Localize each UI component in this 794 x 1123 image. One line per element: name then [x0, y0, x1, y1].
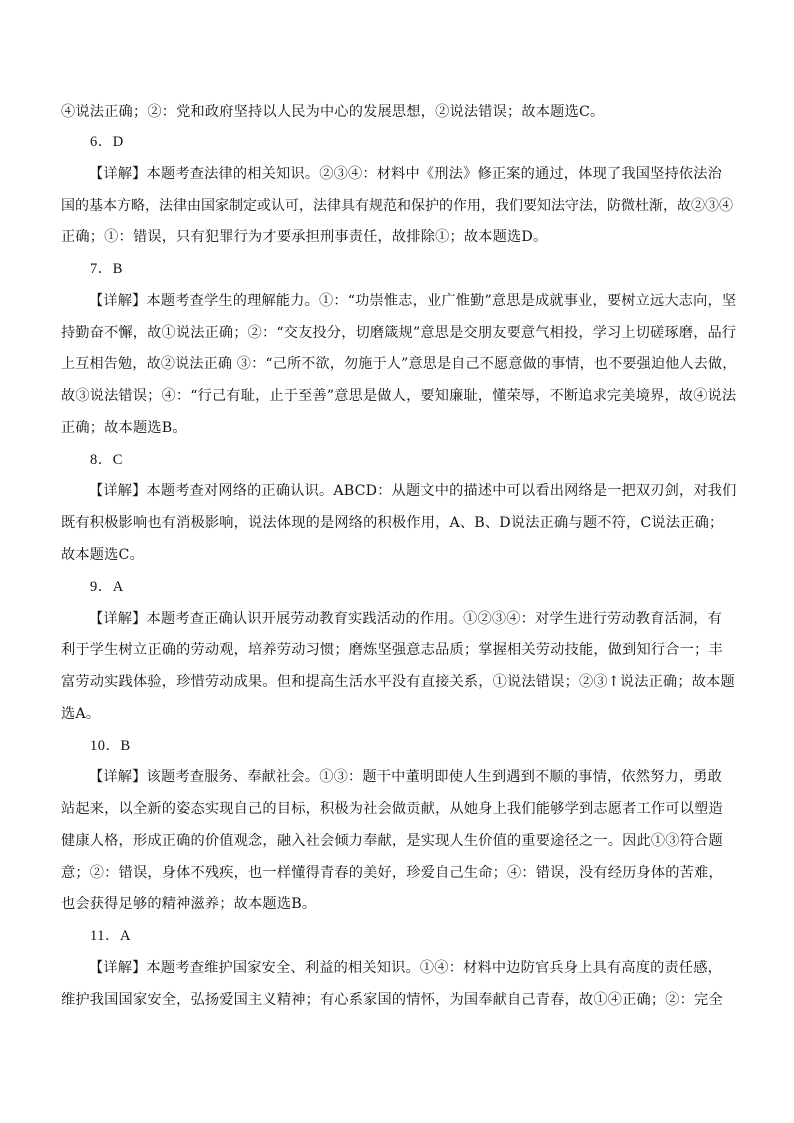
answer-number: 6．D	[90, 134, 124, 150]
text-line: 既有积极影响也有消极影响，说法体现的是网络的积极作用，A、B、D说法正确与题不符，C说法正确；	[61, 515, 724, 531]
text-line: 维护我国国家安全，弘扬爱国主义精神；有心系家国的情怀，为国奉献自己青春，故①④正确；②：完全	[61, 992, 723, 1008]
answer-number: 10．B	[90, 738, 131, 754]
explanation-line: 【详解】本题考查法律的相关知识。②③④：材料中《刑法》修正案的通过，体现了我国坚持依法治	[89, 166, 723, 182]
text-line: 故本题选C。	[61, 547, 144, 563]
answer-number: 11．A	[90, 928, 131, 944]
explanation-line: 【详解】该题考查服务、奉献社会。①③：题干中董明即使人生到遇到不顺的事情，依然努力，勇敢	[89, 769, 723, 785]
text-line: 国的基本方略，法律由国家制定或认可，法律具有规范和保护的作用，我们要知法守法，防微杜渐，故②③④	[61, 198, 733, 214]
answer-number: 7．B	[90, 261, 123, 277]
text-line: 利于学生树立正确的劳动观，培养劳动习惯；磨炼坚强意志品质；掌握相关劳动技能，做到知行合一；丰	[61, 642, 723, 658]
answer-number: 8．C	[90, 452, 123, 468]
explanation-line: 【详解】本题考查维护国家安全、利益的相关知识。①④：材料中边防官兵身上具有高度的责任感，	[89, 960, 723, 976]
text-line: 故③说法错误；④：“行己有耻，止于至善”意思是做人，要知廉耻，懂荣辱，不断追求完美境界，故④说法	[61, 388, 737, 404]
text-line: 富劳动实践体验，珍惜劳动成果。但和提高生活水平没有直接关系，①说法错误；②③↑说法正确；故本题	[61, 674, 735, 690]
explanation-line: 【详解】本题考查对网络的正确认识。ABCD：从题文中的描述中可以看出网络是一把双刃剑，对我们	[89, 483, 737, 499]
text-line: 意；②：错误，身体不残疾，也一样懂得青春的美好，珍爱自己生命；④：错误，没有经历身体的苦难，	[61, 865, 723, 881]
text-line: 正确；①：错误，只有犯罪行为才要承担刑事责任，故排除①；故本题选D。	[61, 229, 548, 245]
explanation-line: 【详解】本题考查正确认识开展劳动教育实践活动的作用。①②③④：对学生进行劳动教育活洞，有	[89, 611, 723, 627]
text-line: ④说法正确；②：党和政府坚持以人民为中心的发展思想，②说法错误；故本题选C。	[61, 104, 605, 120]
text-line: 选A。	[61, 706, 101, 722]
answer-number: 9．A	[90, 579, 124, 595]
explanation-line: 【详解】本题考查学生的理解能力。①：“功崇惟志，业广惟勤”意思是成就事业，要树立远大志向，坚	[89, 293, 737, 309]
text-line: 健康人格，形成正确的价值观念，融入社会倾力奉献，是实现人生价值的重要途径之一。因此①③符合题	[61, 833, 723, 849]
text-line: 也会获得足够的精神滋养；故本题选B。	[61, 896, 317, 912]
text-line: 正确；故本题选B。	[61, 420, 187, 436]
text-line: 上互相告勉，故②说法正确 ③：“己所不欲，勿施于人”意思是自己不愿意做的事情，也不要强迫他人去做，	[61, 356, 737, 372]
text-line: 持勤奋不懈，故①说法正确；②：“交友投分，切磨箴规”意思是交朋友要意气相投，学习上切磋琢磨，品行	[61, 325, 737, 341]
text-line: 站起来，以全新的姿态实现自己的目标，积极为社会做贡献，从她身上我们能够学到志愿者工作可以塑造	[61, 801, 723, 817]
